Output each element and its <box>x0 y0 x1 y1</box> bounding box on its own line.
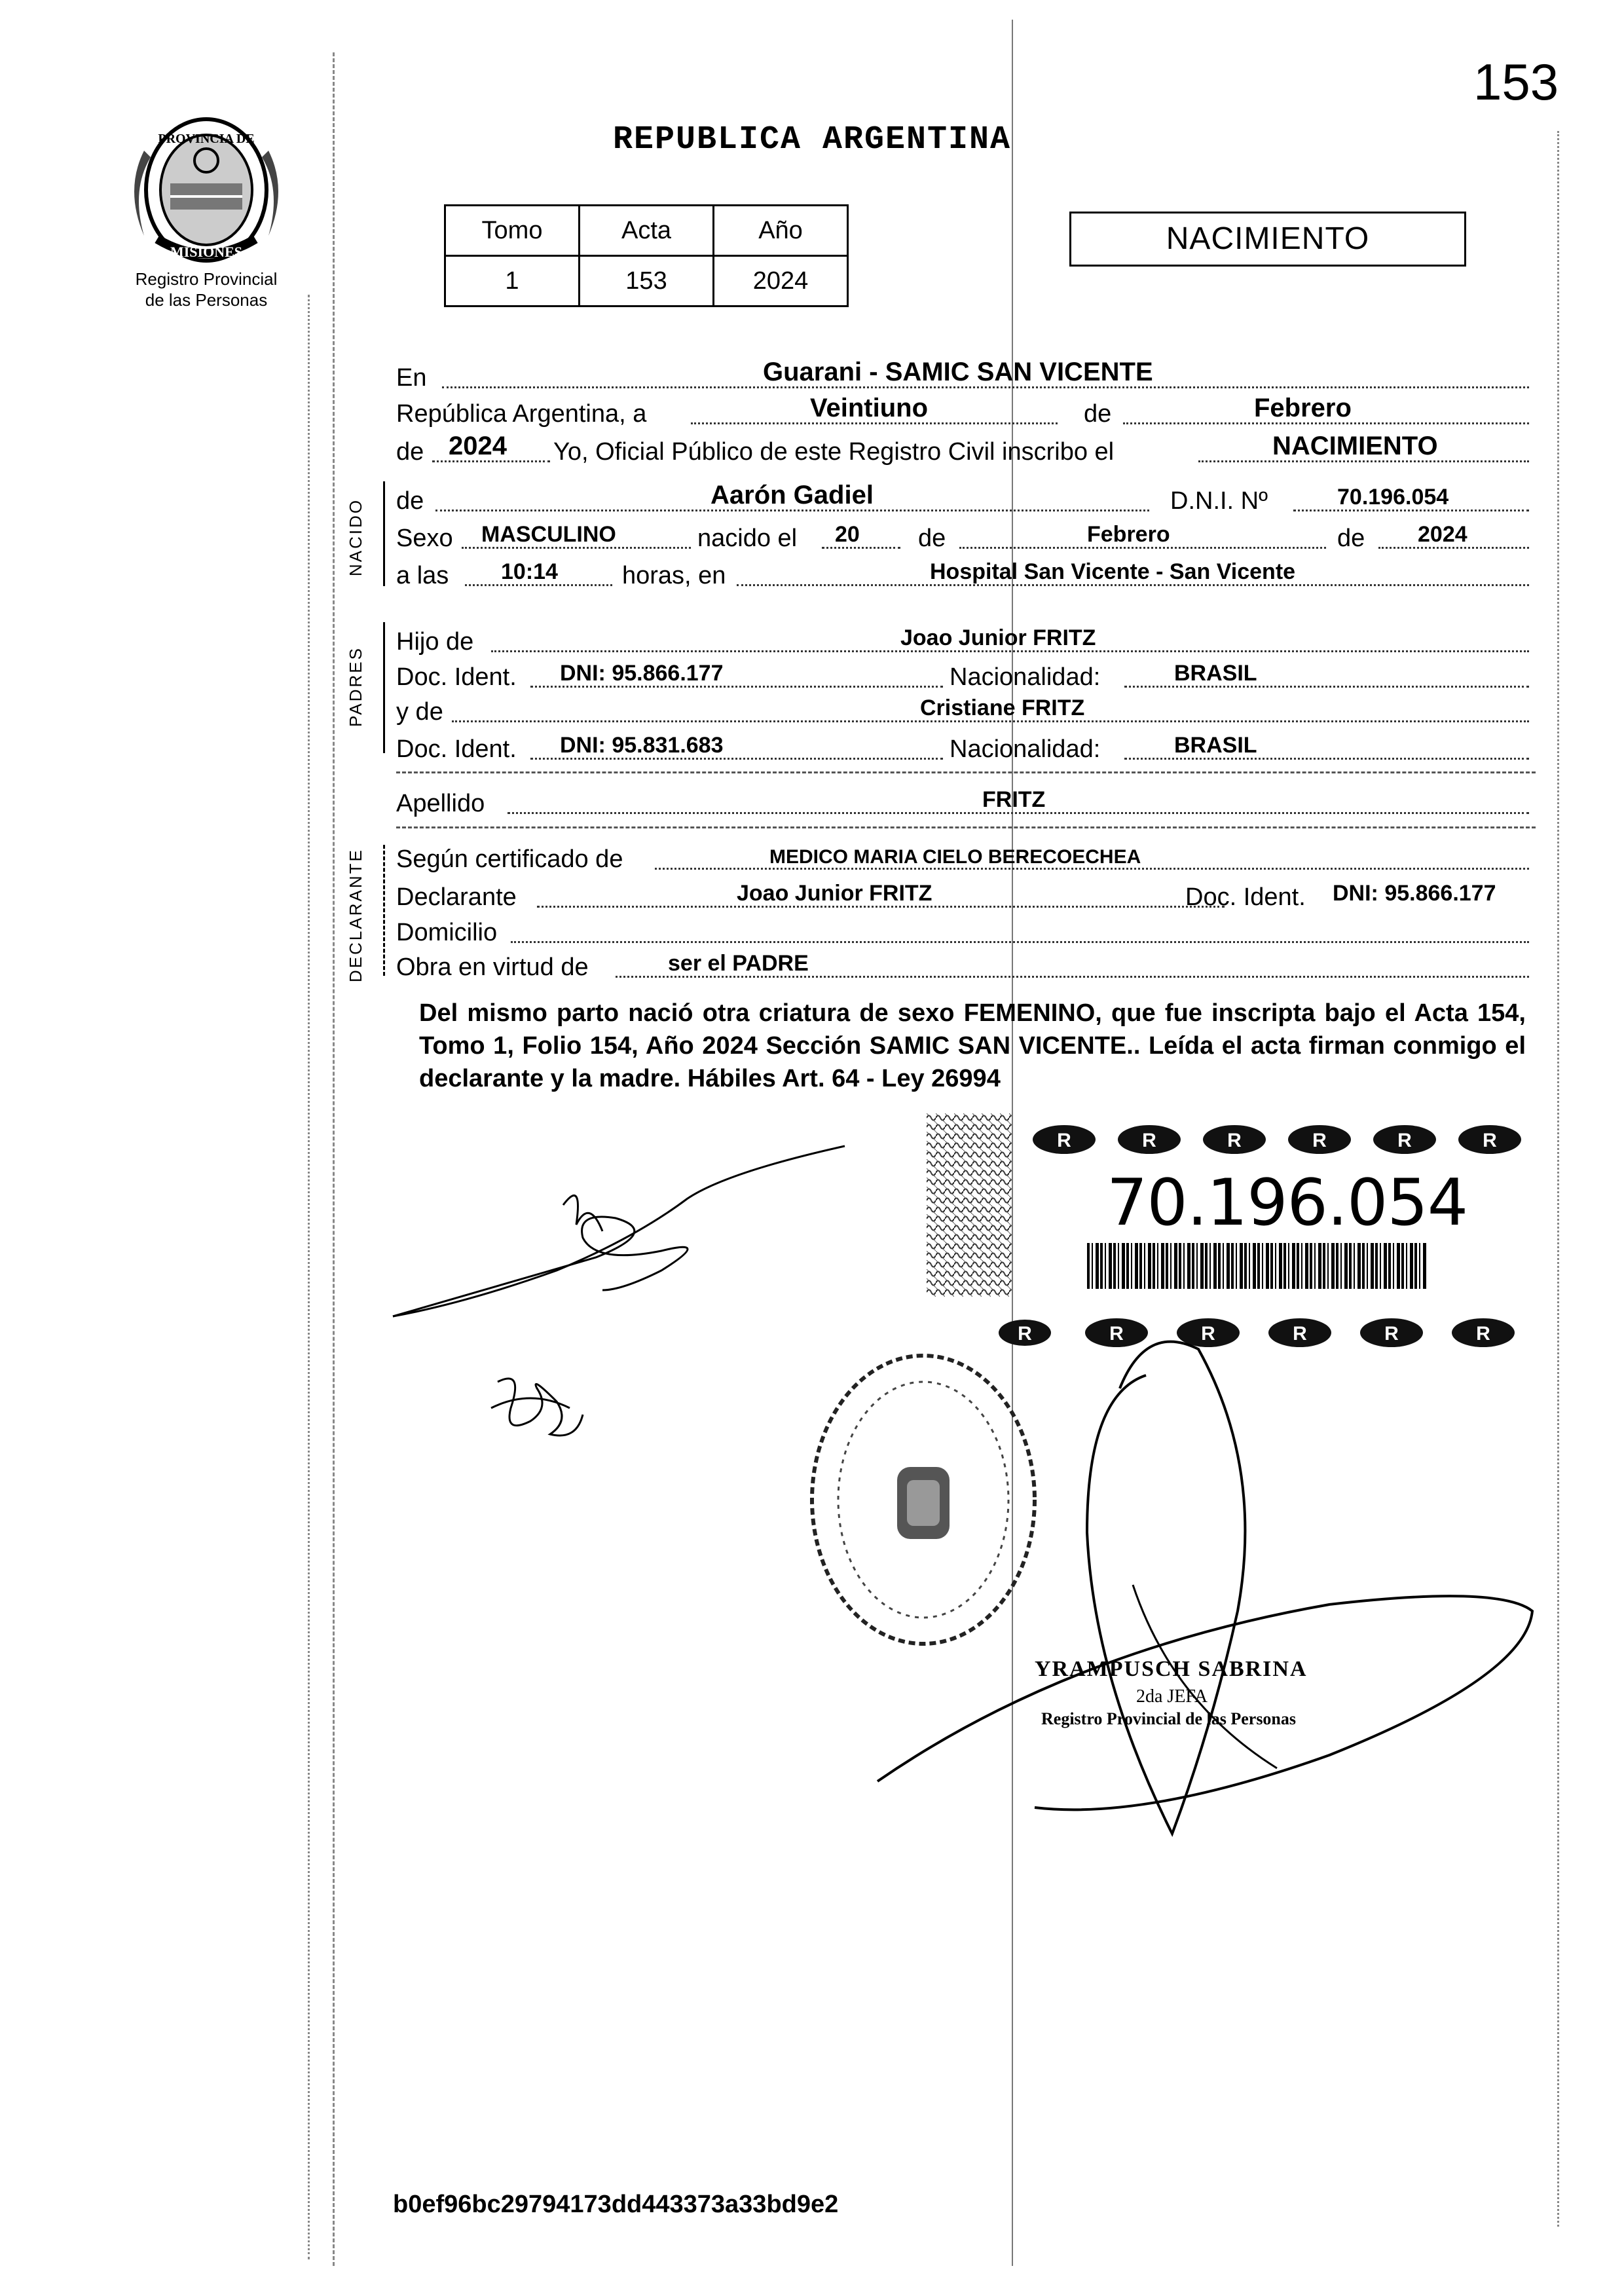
section-separator <box>396 771 1536 773</box>
svg-text:R: R <box>1018 1323 1032 1344</box>
row-declarante <box>396 876 1536 914</box>
svg-text:R: R <box>1201 1323 1215 1344</box>
value-anio: 2024 <box>449 432 507 460</box>
value-padre: Joao Junior FRITZ <box>900 625 1096 650</box>
label-dni: D.N.I. Nº <box>1170 487 1268 515</box>
label-de-nombre: de <box>396 487 424 515</box>
right-margin-dots <box>1557 131 1561 2227</box>
label-doc-padre: Doc. Ident. <box>396 663 517 691</box>
value-mes: Febrero <box>1254 394 1352 422</box>
value-padre-doc: DNI: 95.866.177 <box>560 661 724 686</box>
label-a-las: a las <box>396 562 449 589</box>
label-nac-madre: Nacionalidad: <box>950 735 1101 763</box>
svg-text:R: R <box>1227 1130 1242 1151</box>
label-nac-padre: Nacionalidad: <box>950 663 1101 691</box>
acta-header-tomo: Tomo <box>445 206 580 256</box>
label-en: En <box>396 364 427 392</box>
row-sexo <box>396 517 1536 555</box>
value-madre-doc: DNI: 95.831.683 <box>560 733 724 758</box>
label-certificado: Según certificado de <box>396 845 623 873</box>
value-obra: ser el PADRE <box>668 951 809 976</box>
registro-caption <box>111 269 301 310</box>
page-title: REPUBLICA ARGENTINA <box>612 121 1012 158</box>
registro-line-2: de las Personas <box>145 290 268 310</box>
value-nombre: Aarón Gadiel <box>710 481 874 510</box>
sticker-number: 70.196.054 <box>1107 1166 1468 1240</box>
barcode <box>1087 1243 1428 1289</box>
side-label-padres: PADRES <box>346 646 365 727</box>
label-horas-en: horas, en <box>622 562 726 589</box>
svg-text:PROVINCIA DE: PROVINCIA DE <box>158 132 255 146</box>
label-de: de <box>1084 400 1112 428</box>
value-apellido: FRITZ <box>982 787 1046 812</box>
value-madre: Cristiane FRITZ <box>920 695 1085 720</box>
row-anio-acto <box>396 431 1536 469</box>
row-certificado <box>396 838 1536 876</box>
side-label-declarante: DECLARANTE <box>346 848 365 982</box>
row-en <box>396 357 1536 395</box>
document-hash: b0ef96bc29794173dd443373a33bd9e2 <box>393 2191 839 2218</box>
bracket-declarante <box>383 845 387 976</box>
label-doc-madre: Doc. Ident. <box>396 735 517 763</box>
label-apellido: Apellido <box>396 790 485 817</box>
label-sexo: Sexo <box>396 525 453 552</box>
row-padre-doc <box>396 656 1536 694</box>
acta-table-values <box>445 256 848 306</box>
acta-value-anio: 2024 <box>714 256 848 306</box>
value-en: Guarani - SAMIC SAN VICENTE <box>763 358 1153 386</box>
stamp-office: Registro Provincial de las Personas <box>1041 1709 1297 1728</box>
stamp-name: YRAMPUSCH SABRINA <box>1035 1657 1308 1681</box>
stamp-role: 2da JEFA <box>1136 1686 1208 1707</box>
value-madre-nac: BRASIL <box>1174 733 1257 758</box>
label-obra: Obra en virtud de <box>396 954 589 981</box>
label-de-mes: de <box>918 525 946 552</box>
value-padre-nac: BRASIL <box>1174 661 1257 686</box>
row-madre <box>396 691 1536 729</box>
section-separator <box>396 826 1536 828</box>
svg-text:R: R <box>1293 1323 1307 1344</box>
label-domicilio: Domicilio <box>396 919 498 946</box>
margin-dash-line <box>333 52 337 2266</box>
value-nac-anio: 2024 <box>1418 522 1467 547</box>
madre-signature <box>485 1369 589 1447</box>
svg-text:MISIONES: MISIONES <box>170 244 243 260</box>
value-lugar: Hospital San Vicente - San Vicente <box>930 559 1296 584</box>
registrar-signature <box>871 1336 1539 1873</box>
value-declarante-doc: DNI: 95.866.177 <box>1333 881 1496 906</box>
acta-table-header <box>445 206 848 256</box>
document-type-box: NACIMIENTO <box>1069 212 1466 267</box>
value-acto: NACIMIENTO <box>1272 432 1438 460</box>
bracket-nacido <box>383 481 385 586</box>
label-de-anio: de <box>396 438 424 466</box>
svg-text:R: R <box>1384 1323 1399 1344</box>
row-republica <box>396 393 1536 431</box>
svg-text:R: R <box>1483 1130 1497 1151</box>
svg-text:R: R <box>1476 1323 1490 1344</box>
svg-text:R: R <box>1397 1130 1412 1151</box>
value-nac-mes: Febrero <box>1087 522 1170 547</box>
svg-text:R: R <box>1109 1323 1124 1344</box>
row-hora <box>396 555 1536 593</box>
value-certificado: MEDICO MARIA CIELO BERECOECHEA <box>769 846 1141 868</box>
acta-value-acta: 153 <box>580 256 714 306</box>
acta-table <box>444 204 849 307</box>
dots <box>511 941 1529 943</box>
declarante-signature <box>386 1140 858 1336</box>
label-hijo: Hijo de <box>396 628 474 656</box>
value-hora: 10:14 <box>501 559 558 584</box>
label-declarante: Declarante <box>396 883 517 911</box>
label-y-de: y de <box>396 698 443 726</box>
value-dni: 70.196.054 <box>1337 485 1449 510</box>
row-madre-doc <box>396 728 1536 766</box>
acta-header-acta: Acta <box>580 206 714 256</box>
label-nacido-el: nacido el <box>697 525 798 552</box>
svg-text:R: R <box>1057 1130 1071 1151</box>
bracket-padres <box>383 622 385 753</box>
label-declarante-doc: Doc. Ident. <box>1185 883 1306 911</box>
dots <box>822 547 900 549</box>
row-nombre <box>396 480 1536 518</box>
value-declarante: Joao Junior FRITZ <box>737 881 932 906</box>
value-sexo: MASCULINO <box>481 522 616 547</box>
acta-header-anio: Año <box>714 206 848 256</box>
svg-text:R: R <box>1312 1130 1327 1151</box>
margin-dot-line <box>308 295 312 2259</box>
label-yo: Yo, Oficial Público de este Registro Civil inscribo el <box>553 438 1115 466</box>
label-de-anio2: de <box>1337 525 1365 552</box>
side-label-nacido: NACIDO <box>346 498 365 576</box>
row-apellido <box>396 783 1536 821</box>
svg-text:R: R <box>1142 1130 1156 1151</box>
registro-line-1: Registro Provincial <box>135 269 278 289</box>
row-obra <box>396 946 1536 984</box>
acta-value-tomo: 1 <box>445 256 580 306</box>
page-number: 153 <box>1473 53 1559 111</box>
observaciones-paragraph: Del mismo parto nació otra criatura de sexo FEMENINO, que fue inscripta bajo el Acta 154, Tomo 1, Folio 154, Año 2024 Sección SAMIC SAN VICENTE.. Leída el acta firman conmigo el declarante y la madre. Hábiles Art. 64 - Ley 26994 <box>419 999 1526 1092</box>
row-domicilio <box>396 912 1536 950</box>
row-hijo <box>396 621 1536 659</box>
value-dia: Veintiuno <box>810 394 928 422</box>
label-republica: República Argentina, a <box>396 400 647 428</box>
value-nac-dia: 20 <box>835 522 860 547</box>
